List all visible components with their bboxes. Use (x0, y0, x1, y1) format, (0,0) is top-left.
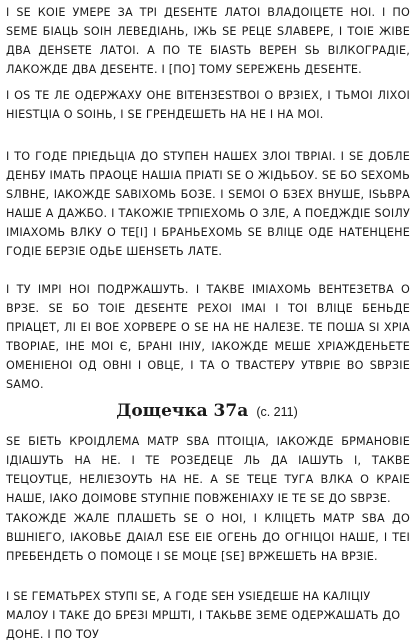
paragraph-1: І ЅЕ КОІЕ УМЕРЕ ЗА ТРІ ДЕЅЕНТЕ ЛАТОІ ВЛАДОІЦЕТЕ НОІ. І ПО ЅЕМЕ БІАЦЬ ЅОІН ЛЕВЕДІАНЬ, ІЖЬ ЅЕ РЕЦЕ ЅЛАВЕРЕ, І ТОІЕ ЖІВЕ ДВА ДЕНЅЕТЕ ЛАТОІ. А ПО ТЕ БІАЅТЬ ВЕРЕН ЅЬ ВІЛКОГРАДІЕ, ЛАКОЖДЕ ДВА ДЕЅЕНТЕ. І [ПО] ТОМУ ЅЕРЕЖЕНЬ ДЕЅЕНТЕ. (6, 6, 410, 76)
paragraph-3: І ТО ГОДЕ ПРІЕДЬЦІА ДО ЅТУПЕН НАШЕХ ЗЛОІ ТВРІАІ. І ЅЕ ДОБЛЕ ДЕНБУ ІМАТЬ ПРАОЦЕ НАШІА ПРІАТІ ЅЕ О ЖІДЬБОУ. ЅЕ БО ЅЕХОМЬ ЅЛВНЕ, ІАКОЖДЕ ЅАВІХОМЬ БОЗЕ. І ЅЕМОІ О БЗЕХ ВНУШЕ, ІЅЬВРА НАШЕ А ДАЖБО. І ТАКОЖІЕ ТРПІЕХОМЬ О ЗЛЕ, А ПОЕДЖДІЕ ЅОІЛУ ІМІАХОМЬ ВЛКУ О ТЕ[І] І БРАНЬЕХОМЬ ЅЕ ВЛІЦЕ ОДЕ НАТЕНЦЕНЕ ГОДІЕ БЕРЗІЕ ОДЬЕ ШЕНЅЕТЬ ЛАТЕ. (6, 150, 410, 258)
paragraph-5: ЅЕ БІЕТЬ КРОІДЛЕМА МАТР ЅВА ПТОІЦІА, ІАКОЖДЕ БРМАНОВІЕ ІДІАШУТЬ НА НЕ. І ТЕ РОЗЕДЕЦЕ ЛЬ ДА ІАШУТЬ І, ТАКВЕ ТЕЦОУТЦЕ, НЕЛІЕЗОУТЬ НА НЕ. А ЅЕ ТЕЦЕ ТУГА ВЛКА О КРАІЕ НАШЕ, ІАКО ДОІМОВЕ ЅТУПНІЕ ПОВЖЕНІАХУ ІЕ ТЕ ЅЕ ДО ЅВРЗЕ. (6, 435, 410, 505)
paragraph-7: І ЅЕ ГЕМАТЬРЕХ ЅТУПІ ЅЕ, А ГОДЕ ЅЕН УЅІЕДЕШЕ НА КАЛІЦІУ МАЛОУ І ТАКЕ ДО БРЕЗІ МРШТІ, І ТАКЬВЕ ЗЕМЕ ОДЕРЖАШАТЬ ДО ДОНЕ. І ПО ТОУ (6, 590, 401, 641)
section-heading (0, 399, 414, 424)
page-reference: (с. 211) (256, 405, 298, 419)
paragraph-6: ТАКОЖДЕ ЖАЛЕ ПЛАШЕТЬ ЅЕ О НОІ, І КЛІЦЕТЬ МАТР ЅВА ДО ВШНІЕГО, ІАКОВЬЕ ДАІАЛ ЕЅЕ ЕІЕ ОГЕНЬ ДО ОГНІЦОІ НАШЕ, І ТЕІ ПРЕБЕНДЕТЬ О ПОМОЦЕ І ЅЕ МОЦЕ [ЅЕ] ВРЖЕШЕТЬ НА ВРЗІЕ. (6, 512, 410, 563)
paragraph-2: І ОЅ ТЕ ЛЕ ОДЕРЖАХУ ОНЕ ВІТЕНЗЕЅТВОІ О ВРЗІЕХ, І ТЬМОІ ЛІХОІ НІЕЅТЦІА О ЅОІНЬ, І ЅЕ ГРЕНДЕШЕТЬ НА НЕ І НА МОІ. (6, 89, 410, 121)
section-title: Дощечка 37а (116, 401, 249, 421)
paragraph-4: І ТУ ІМРІ НОІ ПОДРЖАШУТЬ. І ТАКВЕ ІМІАХОМЬ ВЕНТЕЗЕТВА О ВРЗЕ. ЅЕ БО ТОІЕ ДЕЅЕНТЕ РЕХОІ ІМАІ І ТОІ ВЛІЦЕ БЕНЬДЕ ПРІАЦЕТ, ЛІ ЕІ ВОЕ ХОРВЕРЕ О ЅЕ НА НЕ НАЛЕЗЕ. ТЕ ПОША ЅІ ХРІА ТВОРІАЕ, ІНЕ МОІ Є, БРАНІ ІНІУ, ІАКОЖДЕ МЕШЕ ХРІАЖДЕНЬЕТЕ ОМЕНІЕНОІ ОД ОВНІ І ОВЦЕ, І ТА О ТВАСТЕРУ УТВРІЕ ВО ЅВРЗІЕ ЅАМО. (6, 283, 410, 391)
